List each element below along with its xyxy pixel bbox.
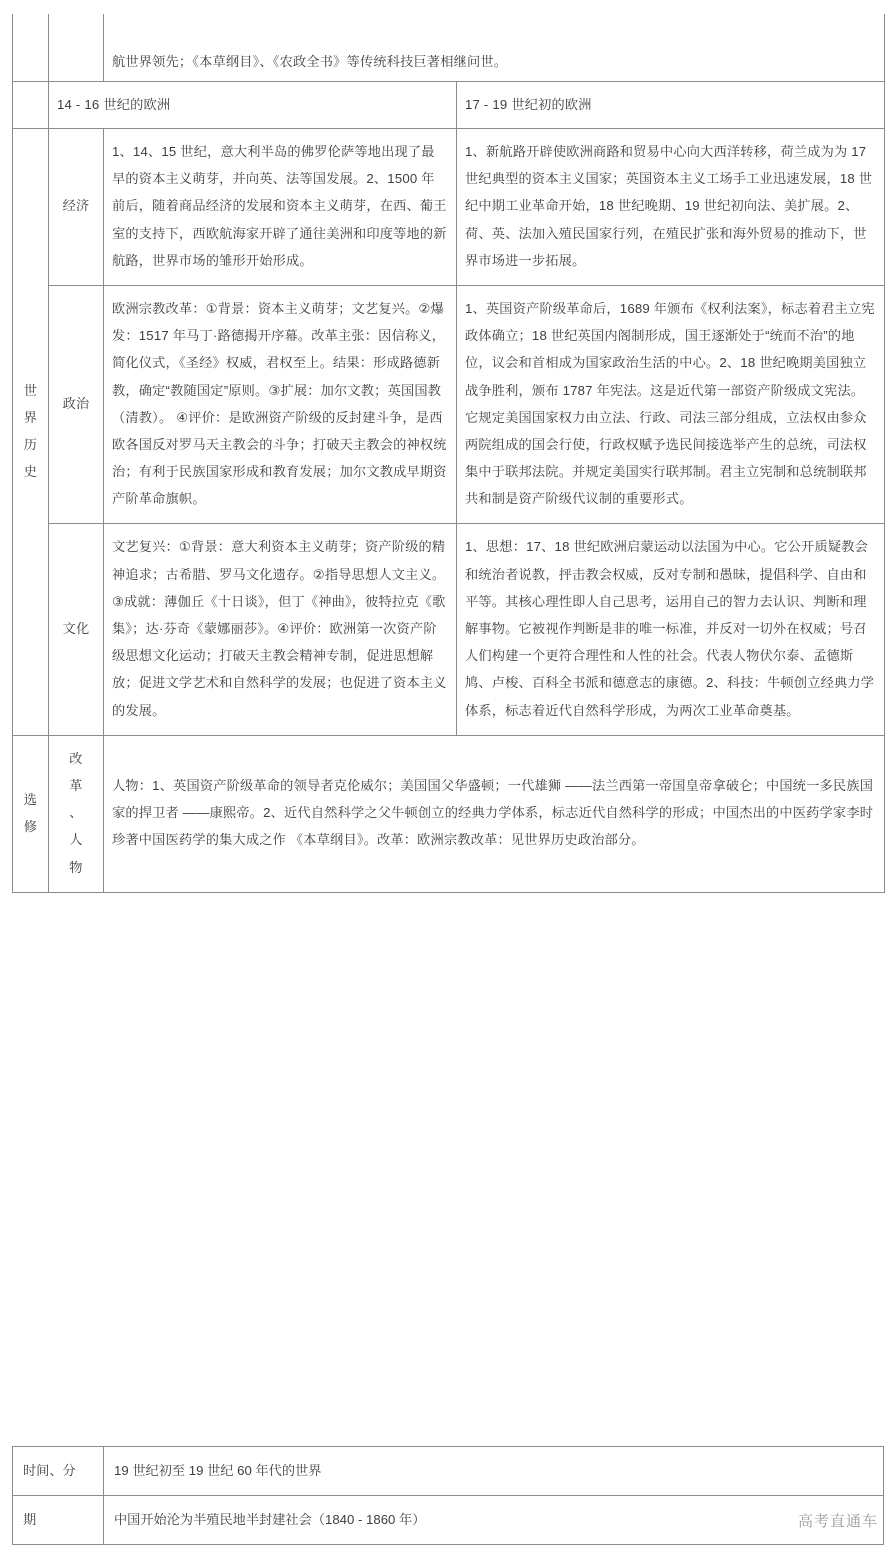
table-row-culture — [13, 524, 885, 735]
politics-left-content: 欧洲宗教改革：①背景：资本主义萌芽；文艺复兴。②爆发：1517 年马丁·路德揭开序幕。改革主张：因信称义，简化仪式，《圣经》权威，君权至上。结果：形成路德新教，确定“教随国定”原则。③扩展：加尔文教；英国国教（清教）。 ④评价：是欧洲资产阶级的反封建斗争，是西欧各国反对罗马天主教会的斗争；打破天主教会的神权统治；有利于民族国家形成和教育发展；加尔文教成早期资产阶革命旗帜。 — [104, 285, 457, 524]
economy-left-content: 1、14、15 世纪，意大利半岛的佛罗伦萨等地出现了最早的资本主义萌芽，并向英、法等国发展。2、1500 年前后，随着商品经济的发展和资本主义萌芽，在西、葡王室的支持下，西欧航海家开辟了通往美洲和印度等地的新航路，世界市场的雏形开始形成。 — [104, 129, 457, 286]
economy-right-content: 1、新航路开辟使欧洲商路和贸易中心向大西洋转移，荷兰成为为 17 世纪典型的资本主义国家；英国资本主义工场手工业迅速发展，18 世纪中期工业革命开始，18 世纪晚期、19 世纪初向法、美扩展。2、荷、英、法加入殖民国家行列，在殖民扩张和海外贸易的推动下，世界市场进一步拓展。 — [457, 129, 885, 286]
category-label-politics: 政治 — [49, 285, 104, 524]
table-row-period-header — [13, 82, 885, 129]
reform-label-char-1: 改 — [69, 750, 83, 766]
category-label-reform-figures — [49, 735, 104, 892]
period-summary-row-1 — [13, 1447, 884, 1496]
period-header-spacer-a — [13, 82, 49, 129]
period-header-right-cell: 17 - 19 世纪初的欧洲 — [457, 82, 885, 129]
section-label-char-1: 世 — [23, 382, 38, 398]
section-label-elective — [13, 735, 49, 892]
category-label-economy: 经济 — [49, 129, 104, 286]
period-summary-row-2 — [13, 1496, 884, 1545]
culture-right-content: 1、思想：17、18 世纪欧洲启蒙运动以法国为中心。它公开质疑教会和统治者说教，抨击教会权威，反对专制和愚昧，提倡科学、自由和平等。其核心理性即人自己思考，运用自己的智力去认识、判断和理解事物。它被视作判断是非的唯一标准，并反对一切外在权威；号召人们构建一个更符合理性和人性的社会。代表人物伏尔泰、孟德斯鸠、卢梭、百科全书派和德意志的康德。2、科技：牛顿创立经典力学体系，标志着近代自然科学形成，为两次工业革命奠基。 — [457, 524, 885, 735]
table-row-economy — [13, 129, 885, 286]
category-label-culture: 文化 — [49, 524, 104, 735]
period-summary-value-1: 19 世纪初至 19 世纪 60 年代的世界 — [104, 1447, 884, 1496]
politics-right-content: 1、英国资产阶级革命后，1689 年颁布《权利法案》，标志着君主立宪政体确立；18 世纪英国内阁制形成，国王逐渐处于“统而不治”的地位，议会和首相成为国家政治生活的中心。2、18 世纪晚期美国独立战争胜利，颁布 1787 年宪法。这是近代第一部资产阶级成文宪法。它规定美国国家权力由立法、行政、司法三部分组成，立法权由参众两院组成的国会行使，行政权赋予选民间接选举产生的总统，司法权集中于联邦法院。并规定美国实行联邦制。君主立宪制和总统制联邦共和制是资产阶级代议制的重要形式。 — [457, 285, 885, 524]
period-summary-table — [12, 1446, 884, 1545]
period-summary-value-2: 中国开始沦为半殖民地半封建社会（1840 - 1860 年） — [104, 1496, 884, 1545]
reform-label-char-5: 物 — [69, 859, 83, 875]
period-summary-label-line1: 时间、分 — [13, 1447, 104, 1496]
clipped-row-spacer-b — [49, 14, 104, 82]
clipped-row-spacer-a — [13, 14, 49, 82]
reform-label-char-3: 、 — [69, 805, 83, 821]
reform-label-char-4: 人 — [69, 832, 83, 848]
section-label-char-3: 历 — [23, 436, 38, 452]
period-header-left-cell: 14 - 16 世纪的欧洲 — [49, 82, 457, 129]
elective-label-char-1: 选 — [23, 791, 38, 807]
culture-left-content: 文艺复兴：①背景：意大利资本主义萌芽；资产阶级的精神追求；古希腊、罗马文化遗存。②指导思想人文主义。③成就：薄伽丘《十日谈》，但丁《神曲》，彼特拉克《歌集》；达·芬奇《蒙娜丽莎》。④评价：欧洲第一次资产阶级思想文化运动；打破天主教会精神专制，促进思想解放；促进文学艺术和自然科学的发展；也促进了资本主义的发展。 — [104, 524, 457, 735]
world-history-comparison-table — [12, 14, 885, 893]
reform-label-char-2: 革 — [69, 777, 83, 793]
section-label-char-4: 史 — [23, 464, 38, 480]
section-label-char-2: 界 — [23, 409, 38, 425]
section-label-world-history — [13, 129, 49, 736]
elective-content: 人物：1、英国资产阶级革命的领导者克伦威尔；美国国父华盛顿；一代雄狮 ——法兰西第一帝国皇帝拿破仑；中国统一多民族国家的捍卫者 ——康熙帝。2、近代自然科学之父牛顿创立的经典力学体系，标志近代自然科学的形成；中国杰出的中医药学家李时珍著中国医药学的集大成之作 《本草纲目》。改革：欧洲宗教改革：见世界历史政治部分。 — [104, 735, 885, 892]
watermark-text: 高考直通车 — [797, 1513, 878, 1530]
clipped-row-text: 航世界领先；《本草纲目》、《农政全书》等传统科技巨著相继问世。 — [104, 14, 885, 82]
period-summary-label-line2: 期 — [13, 1496, 104, 1545]
table-row-clipped-top — [13, 14, 885, 82]
table-row-politics — [13, 285, 885, 524]
elective-label-char-2: 修 — [23, 818, 38, 834]
table-row-elective — [13, 735, 885, 892]
